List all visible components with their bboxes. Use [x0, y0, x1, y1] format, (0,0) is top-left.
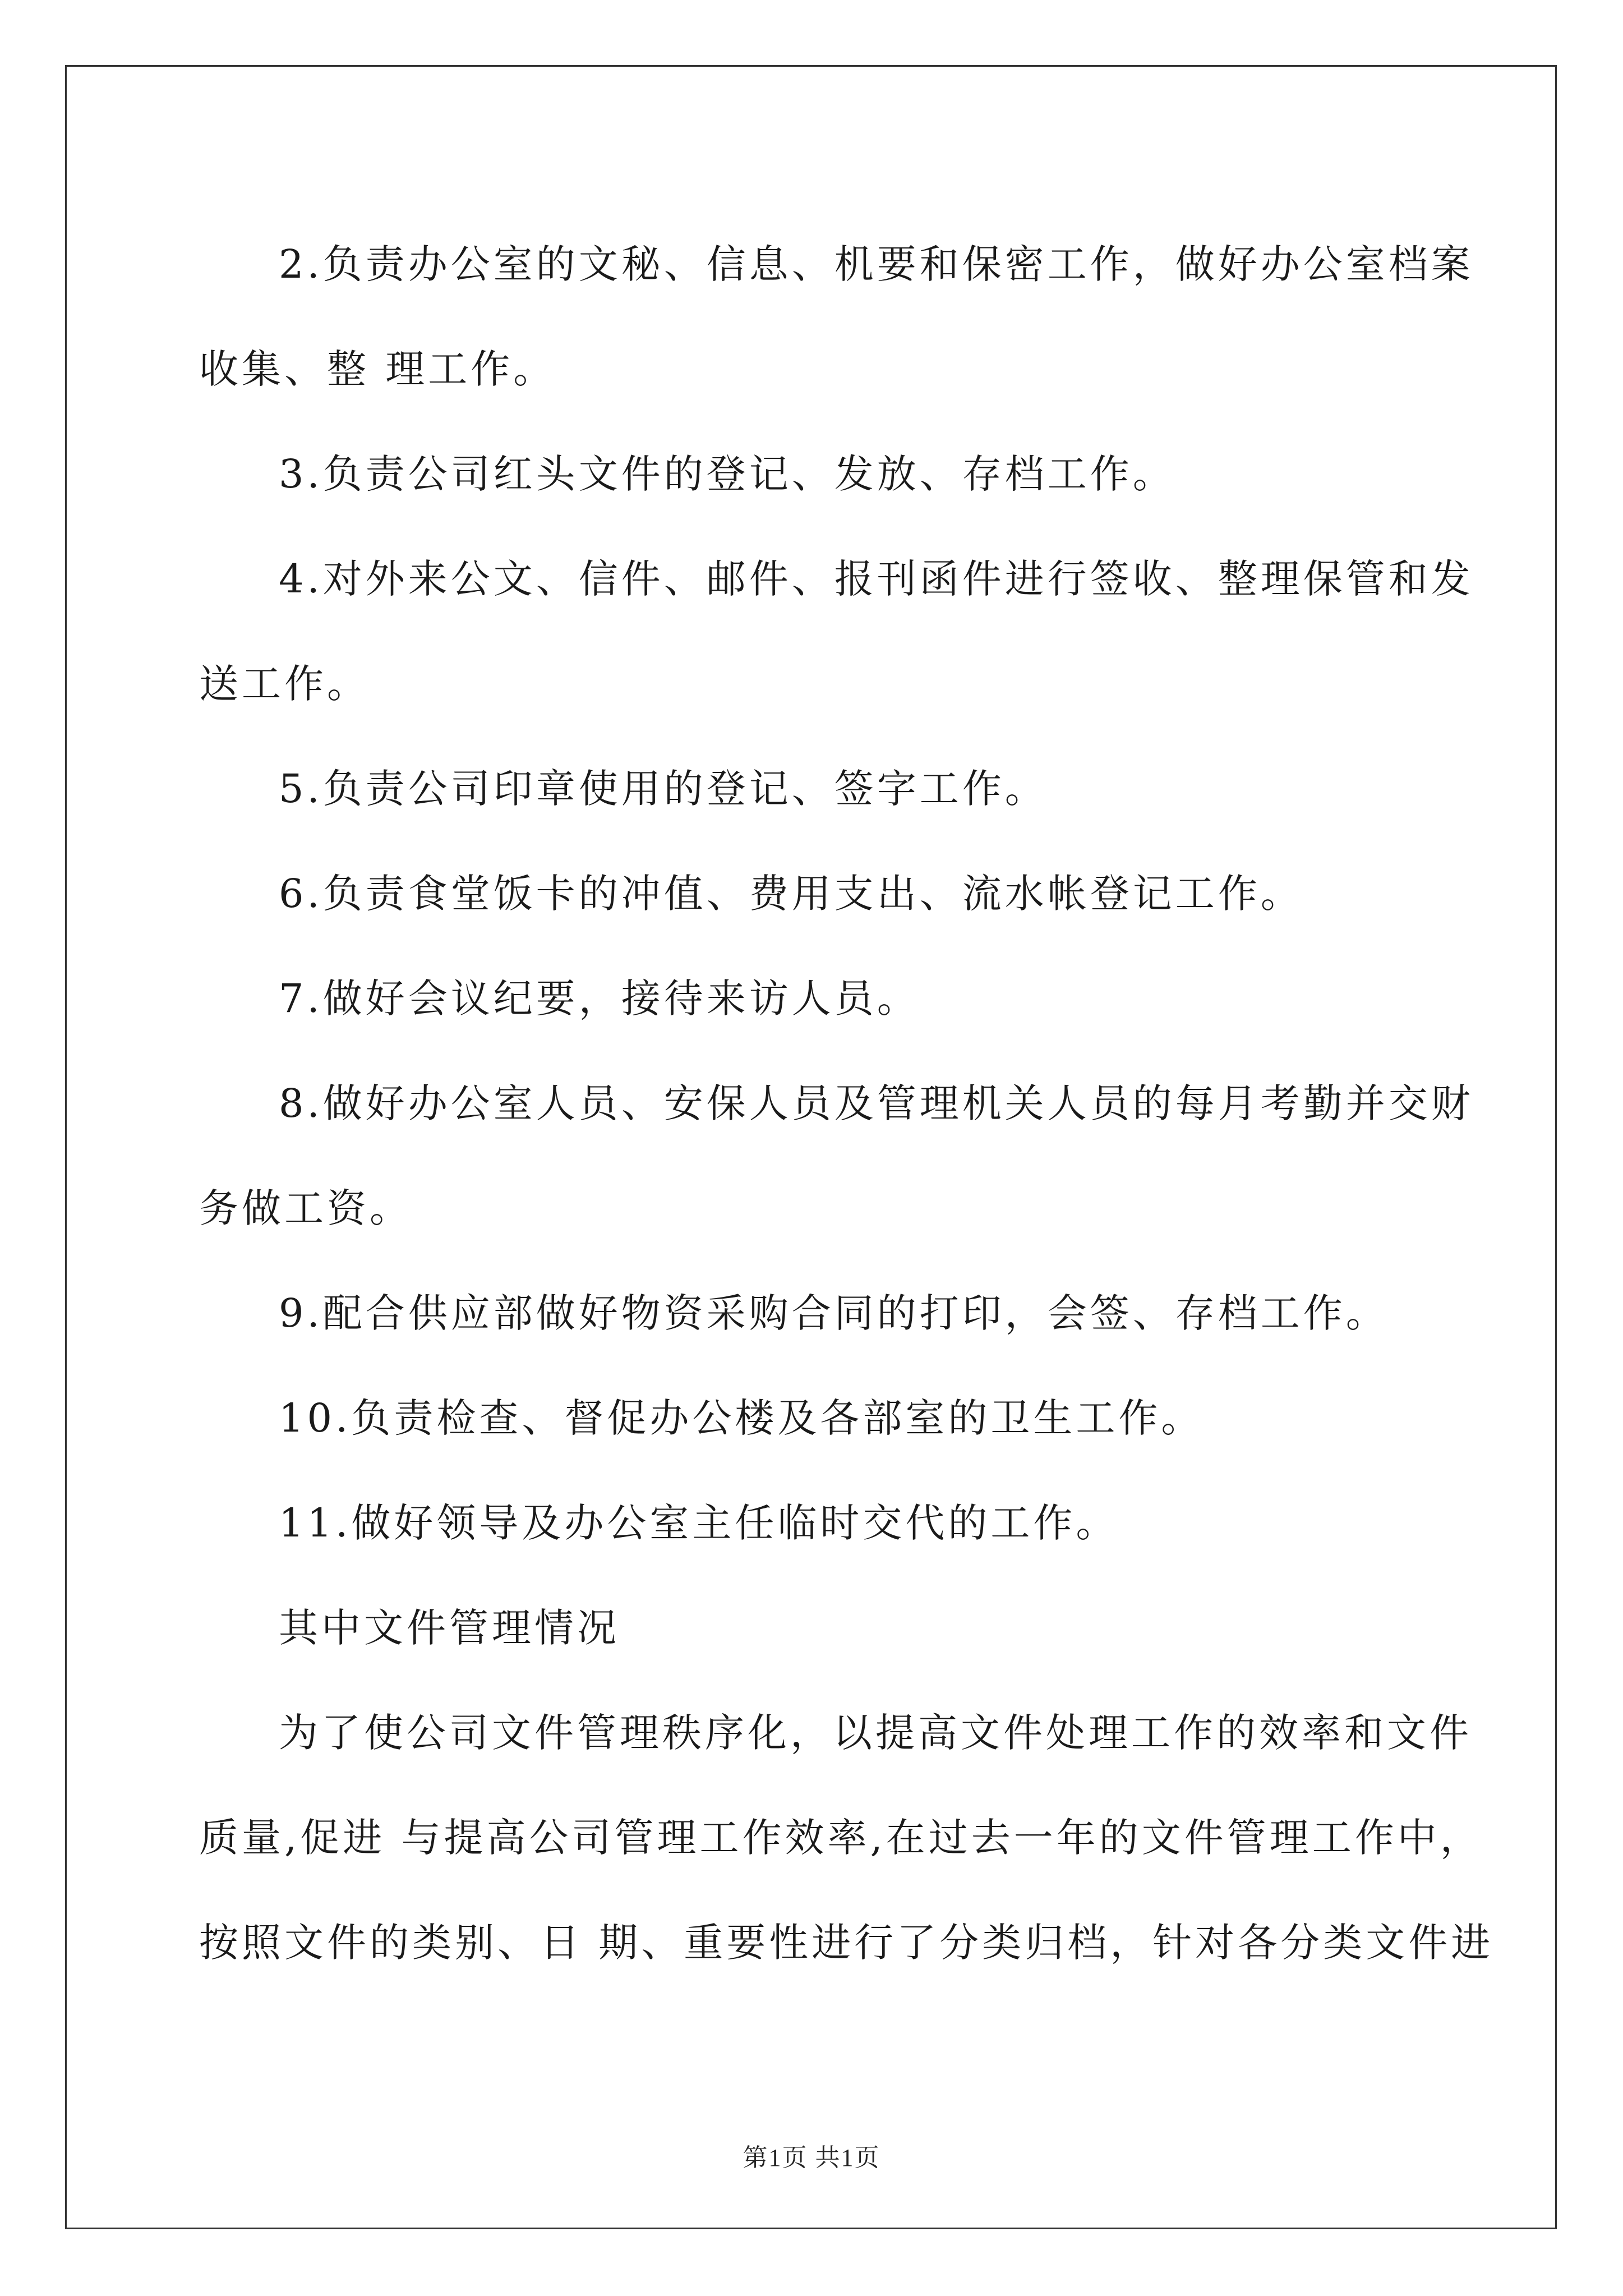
text-line: 7.做好会议纪要，接待来访人员。: [279, 976, 920, 1022]
text-line: 送工作。: [199, 661, 370, 707]
text-line: 8.做好办公室人员、安保人员及管理机关人员的每月考勤并交财: [279, 1080, 1474, 1126]
text-line: 9.配合供应部做好物资采购合同的打印，会签、存档工作。: [279, 1290, 1389, 1336]
text-line: 为了使公司文件管理秩序化，以提高文件处理工作的效率和文件: [279, 1710, 1472, 1756]
document-body: [199, 212, 1494, 1995]
text-block: [199, 212, 1494, 1995]
text-line: 收集、整 理工作。: [199, 346, 556, 392]
text-line: 10.负责检查、督促办公楼及各部室的卫生工作。: [279, 1395, 1204, 1441]
text-line: 11.做好领导及办公室主任临时交代的工作。: [279, 1500, 1119, 1546]
text-line: 按照文件的类别、日 期、重要性进行了分类归档，针对各分类文件进: [199, 1920, 1494, 1966]
page-number: 第1页 共1页: [743, 2144, 880, 2171]
text-line: 质量,促进 与提高公司管理工作效率,在过去一年的文件管理工作中，: [199, 1815, 1483, 1861]
text-line: 3.负责公司红头文件的登记、发放、存档工作。: [279, 451, 1175, 497]
section-heading: 其中文件管理情况: [279, 1605, 620, 1651]
text-line: 6.负责食堂饭卡的冲值、费用支出、流水帐登记工作。: [279, 871, 1303, 917]
text-line: 务做工资。: [199, 1185, 412, 1231]
text-line: 4.对外来公文、信件、邮件、报刊函件进行签收、整理保管和发: [279, 556, 1474, 602]
text-line: 2.负责办公室的文秘、信息、机要和保密工作，做好办公室档案: [279, 241, 1474, 287]
text-line: 5.负责公司印章使用的登记、签字工作。: [279, 766, 1048, 812]
